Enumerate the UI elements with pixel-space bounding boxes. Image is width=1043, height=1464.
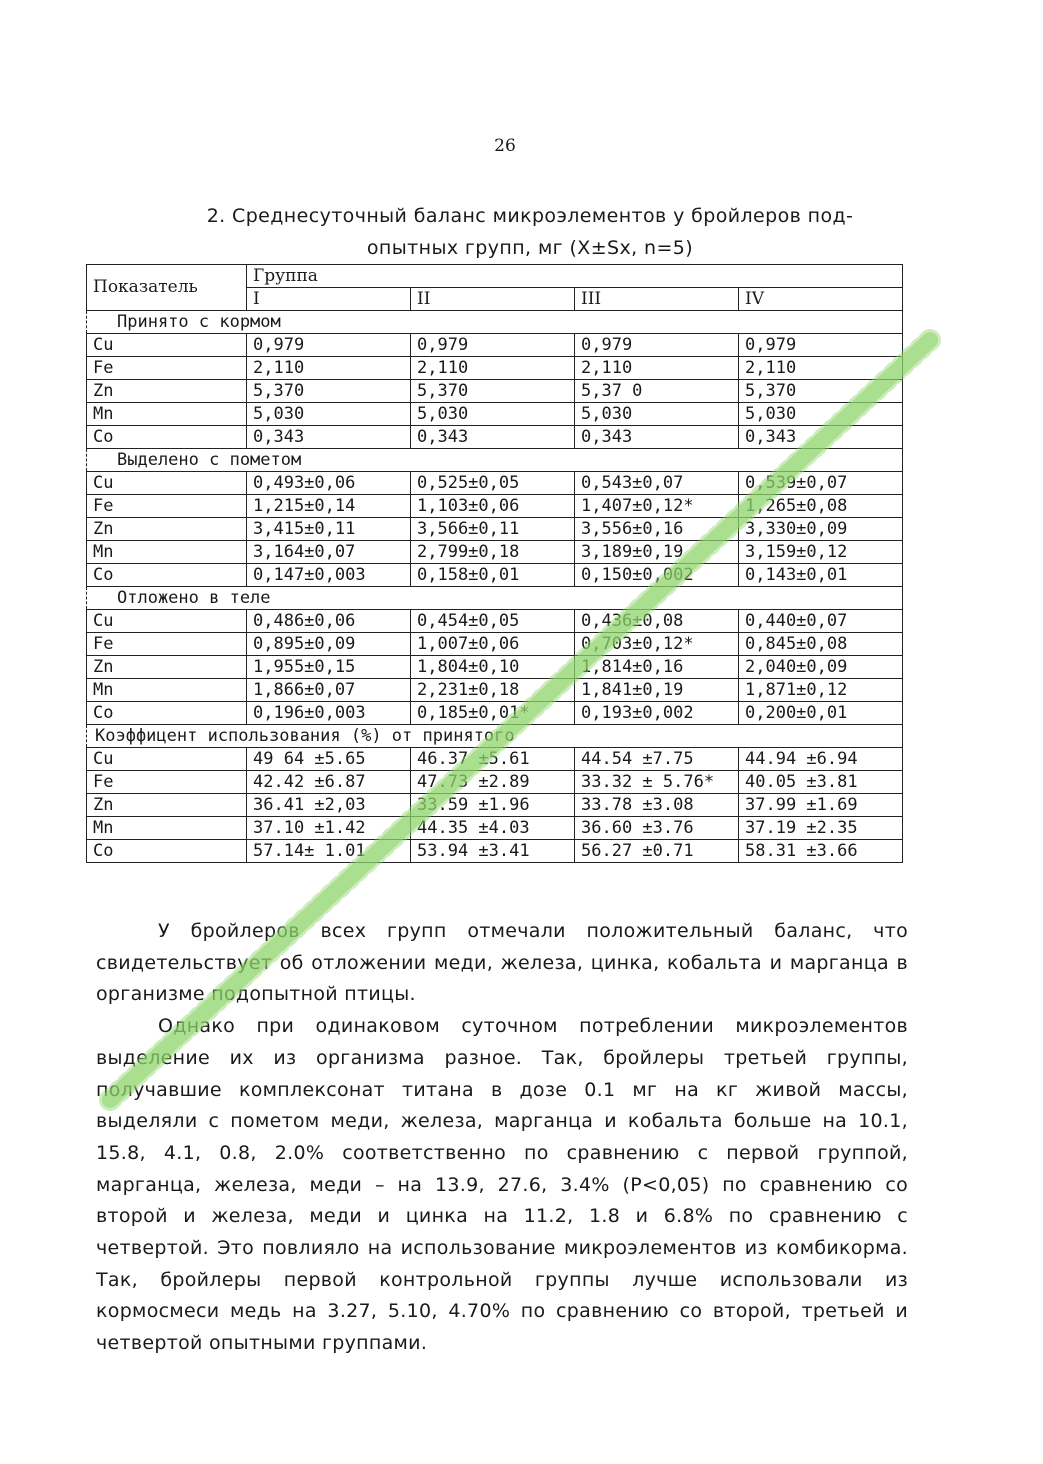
table-row: [87, 495, 903, 518]
header-group: Группа: [247, 265, 903, 288]
value-cell: 49 64 ±5.65: [247, 748, 411, 771]
value-cell: 3,566±0,11: [411, 518, 575, 541]
element-cell: Zn: [87, 518, 247, 541]
value-cell: 5,37 0: [575, 380, 739, 403]
value-cell: 0,143±0,01: [739, 564, 903, 587]
value-cell: 0,525±0,05: [411, 472, 575, 495]
value-cell: 37.19 ±2.35: [739, 817, 903, 840]
element-cell: Cu: [87, 472, 247, 495]
value-cell: 1,407±0,12*: [575, 495, 739, 518]
value-cell: 37.10 ±1.42: [247, 817, 411, 840]
element-cell: Cu: [87, 610, 247, 633]
paragraph: У бройлеров всех групп отмечали положительный баланс, что свидетельствует об отложении меди, железа, цинка, кобальта и марганца в организме подопытной птицы.: [96, 920, 908, 1006]
value-cell: 2,110: [411, 357, 575, 380]
table-row: [87, 472, 903, 495]
element-cell: Zn: [87, 380, 247, 403]
section-header-row: [87, 311, 903, 334]
table-row: [87, 794, 903, 817]
section-title: Коэффицент использования (%) от принятого: [87, 725, 903, 748]
value-cell: 1,866±0,07: [247, 679, 411, 702]
element-cell: Fe: [87, 771, 247, 794]
value-cell: 33.78 ±3.08: [575, 794, 739, 817]
value-cell: 0,343: [247, 426, 411, 449]
value-cell: 0,979: [247, 334, 411, 357]
element-cell: Mn: [87, 541, 247, 564]
value-cell: 2,799±0,18: [411, 541, 575, 564]
element-cell: Co: [87, 426, 247, 449]
section-header-row: [87, 725, 903, 748]
value-cell: 1,841±0,19: [575, 679, 739, 702]
value-cell: 2,110: [739, 357, 903, 380]
value-cell: 5,030: [739, 403, 903, 426]
caption-line-2: опытных групп, мг (X±Sx, n=5): [366, 237, 694, 259]
table-row: [87, 679, 903, 702]
value-cell: 0,539±0,07: [739, 472, 903, 495]
value-cell: 5,030: [247, 403, 411, 426]
element-cell: Zn: [87, 794, 247, 817]
value-cell: 2,231±0,18: [411, 679, 575, 702]
value-cell: 1,804±0,10: [411, 656, 575, 679]
value-cell: 1,215±0,14: [247, 495, 411, 518]
value-cell: 2,110: [575, 357, 739, 380]
element-cell: Mn: [87, 817, 247, 840]
table-row: [87, 564, 903, 587]
value-cell: 3,415±0,11: [247, 518, 411, 541]
element-cell: Cu: [87, 334, 247, 357]
table-caption: [150, 200, 910, 264]
header-indicator: Показатель: [87, 265, 247, 311]
value-cell: 56.27 ±0.71: [575, 840, 739, 863]
value-cell: 0,486±0,06: [247, 610, 411, 633]
section-title: Отложено в теле: [87, 587, 903, 610]
section-header-row: [87, 587, 903, 610]
element-cell: Fe: [87, 633, 247, 656]
value-cell: 44.94 ±6.94: [739, 748, 903, 771]
value-cell: 36.41 ±2,03: [247, 794, 411, 817]
table-row: [87, 840, 903, 863]
table-row: [87, 403, 903, 426]
value-cell: 0,979: [575, 334, 739, 357]
element-cell: Cu: [87, 748, 247, 771]
value-cell: 0,440±0,07: [739, 610, 903, 633]
element-cell: Fe: [87, 357, 247, 380]
value-cell: 3,164±0,07: [247, 541, 411, 564]
value-cell: 44.35 ±4.03: [411, 817, 575, 840]
group-label-1: I: [247, 288, 411, 311]
section-title: Принято с кормом: [87, 311, 903, 334]
value-cell: 37.99 ±1.69: [739, 794, 903, 817]
value-cell: 1,955±0,15: [247, 656, 411, 679]
value-cell: 0,454±0,05: [411, 610, 575, 633]
group-label-4: IV: [739, 288, 903, 311]
body-text: [96, 916, 908, 1360]
section-header-row: [87, 449, 903, 472]
value-cell: 0,150±0,002: [575, 564, 739, 587]
value-cell: 0,493±0,06: [247, 472, 411, 495]
value-cell: 3,330±0,09: [739, 518, 903, 541]
value-cell: 53.94 ±3.41: [411, 840, 575, 863]
value-cell: 1,871±0,12: [739, 679, 903, 702]
table-row: [87, 656, 903, 679]
table-row: [87, 633, 903, 656]
value-cell: 0,343: [739, 426, 903, 449]
table-row: [87, 334, 903, 357]
table-row: [87, 380, 903, 403]
table-row: [87, 518, 903, 541]
element-cell: Mn: [87, 403, 247, 426]
value-cell: 3,189±0,19: [575, 541, 739, 564]
value-cell: 0,343: [575, 426, 739, 449]
value-cell: 0,158±0,01: [411, 564, 575, 587]
value-cell: 1,265±0,08: [739, 495, 903, 518]
table-row: [87, 541, 903, 564]
table-row: [87, 426, 903, 449]
value-cell: 33.32 ± 5.76*: [575, 771, 739, 794]
balance-table: [86, 264, 903, 863]
value-cell: 0,193±0,002: [575, 702, 739, 725]
element-cell: Co: [87, 840, 247, 863]
value-cell: 0,196±0,003: [247, 702, 411, 725]
table-row: [87, 702, 903, 725]
value-cell: 3,556±0,16: [575, 518, 739, 541]
section-title: Выделено с пометом: [87, 449, 903, 472]
value-cell: 5,030: [575, 403, 739, 426]
element-cell: Co: [87, 564, 247, 587]
value-cell: 5,030: [411, 403, 575, 426]
value-cell: 47.73 ±2.89: [411, 771, 575, 794]
value-cell: 5,370: [739, 380, 903, 403]
value-cell: 2,110: [247, 357, 411, 380]
element-cell: Mn: [87, 679, 247, 702]
paragraph: Однако при одинаковом суточном потреблении микроэлементов выделение их из организма разное. Так, бройлеры третьей группы, получавшие комплексонат титана в дозе 0.1 мг на кг живой массы, выделяли с пометом меди, железа, марганца и кобальта больше на 10.1, 15.8, 4.1, 0.8, 2.0% соответственно по сравнению с первой группой, марганца, железа, меди – на 13.9, 27.6, 3.4% (P<0,05) по сравнению со второй и железа, меди и цинка на 11.2, 1.8 и 6.8% по сравнению с четвертой. Это повлияло на использование микроэлементов из комбикорма. Так, бройлеры первой контрольной группы лучше использовали из кормосмеси медь на 3.27, 5.10, 4.70% по сравнению со второй, третьей и четвертой опытными группами.: [96, 1015, 908, 1355]
value-cell: 2,040±0,09: [739, 656, 903, 679]
page-number: 26: [494, 136, 516, 156]
value-cell: 1,103±0,06: [411, 495, 575, 518]
table-header-row: [87, 265, 903, 288]
value-cell: 0,185±0,01*: [411, 702, 575, 725]
value-cell: 40.05 ±3.81: [739, 771, 903, 794]
value-cell: 0,436±0,08: [575, 610, 739, 633]
value-cell: 46.37 ±5.61: [411, 748, 575, 771]
group-label-3: III: [575, 288, 739, 311]
value-cell: 0,703±0,12*: [575, 633, 739, 656]
value-cell: 1,007±0,06: [411, 633, 575, 656]
value-cell: 0,543±0,07: [575, 472, 739, 495]
value-cell: 58.31 ±3.66: [739, 840, 903, 863]
table-row: [87, 357, 903, 380]
table-body: [87, 311, 903, 863]
value-cell: 0,147±0,003: [247, 564, 411, 587]
table-row: [87, 817, 903, 840]
table-row: [87, 771, 903, 794]
table-row: [87, 748, 903, 771]
element-cell: Zn: [87, 656, 247, 679]
value-cell: 0,845±0,08: [739, 633, 903, 656]
value-cell: 0,895±0,09: [247, 633, 411, 656]
element-cell: Fe: [87, 495, 247, 518]
value-cell: 33.59 ±1.96: [411, 794, 575, 817]
value-cell: 5,370: [411, 380, 575, 403]
value-cell: 1,814±0,16: [575, 656, 739, 679]
table-row: [87, 610, 903, 633]
value-cell: 36.60 ±3.76: [575, 817, 739, 840]
value-cell: 0,343: [411, 426, 575, 449]
value-cell: 57.14± 1.01: [247, 840, 411, 863]
value-cell: 0,200±0,01: [739, 702, 903, 725]
value-cell: 42.42 ±6.87: [247, 771, 411, 794]
value-cell: 0,979: [739, 334, 903, 357]
caption-line-1: 2. Среднесуточный баланс микроэлементов у бройлеров под-: [206, 205, 854, 227]
value-cell: 5,370: [247, 380, 411, 403]
value-cell: 0,979: [411, 334, 575, 357]
element-cell: Co: [87, 702, 247, 725]
value-cell: 3,159±0,12: [739, 541, 903, 564]
value-cell: 44.54 ±7.75: [575, 748, 739, 771]
group-label-2: II: [411, 288, 575, 311]
